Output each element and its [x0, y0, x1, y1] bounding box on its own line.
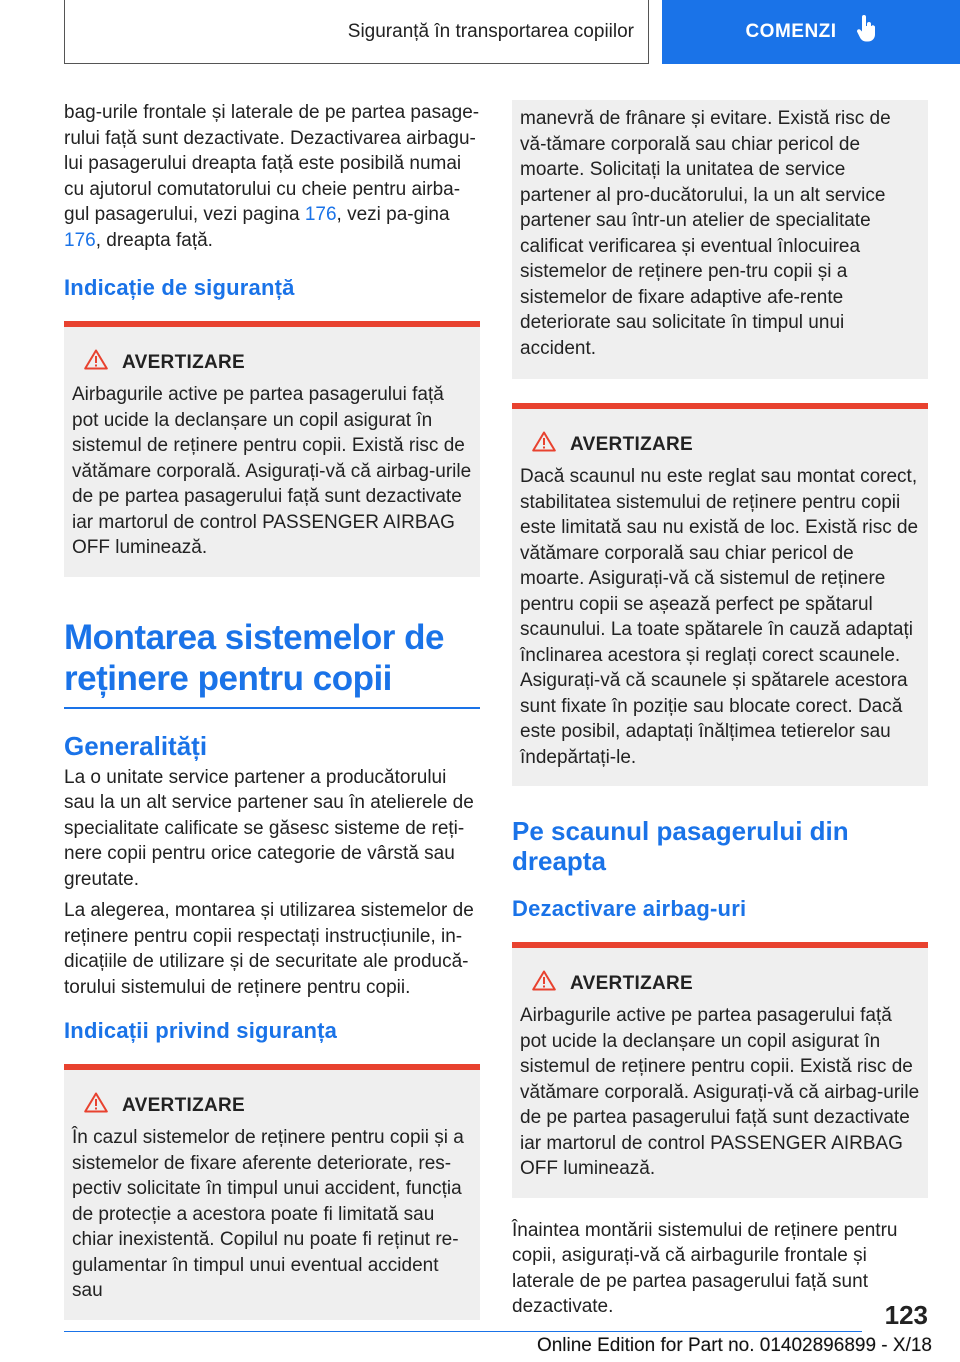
warning-text: Dacă scaunul nu este reglat sau montat corect, stabilitatea sistemului de reținere pentru copii este limitată sau nu există de loc. Există risc de vătămare corporală sau chiar pericol de moarte. Asigurați-vă că sistemul de reținere pentru copii se așează perfect pe spătarul scaunului. La toate spătarele în cauză adaptați înclinarea acestora și reglați corect scaunele. Asigurați-vă că scaunele și spătarele acestora sunt fixate în poziție sau blocate corect. Dacă este posibil, adaptați înălțimea tetierelor sau îndepărtați-le.: [520, 466, 919, 768]
warning-triangle-icon: [84, 1092, 108, 1119]
warning-text: manevră de frânare și evitare. Există risc de vă-tămare corporală sau chiar pericol de moarte. Solicitați la unitatea de service partener al pro-ducătorului, la un alt service partener sau într-un atelier de specialitate calificat verificarea și eventual înlocuirea sistemelor de reținere pen-tru copii și a sistemelor de fixare adaptive afe-rente deteriorate sau solicitate în timpul unui accident.: [520, 108, 891, 359]
footer-edition: Online Edition for Part no. 01402896899 - X/18: [536, 1335, 932, 1356]
section-title: Siguranță în transportarea copiilor: [347, 20, 634, 42]
warning-title: AVERTIZARE: [570, 433, 693, 455]
warning-box: [64, 1064, 480, 1320]
warning-triangle-icon: [532, 431, 556, 458]
section-header: [64, 0, 649, 64]
warning-box: [512, 942, 928, 1198]
page-link[interactable]: 176: [304, 204, 337, 225]
intro-paragraph: bag-urile frontale și laterale de pe partea pasage-rului față sunt dezactivate. Dezactivarea airbagu-lui pasagerului dreapta față este posibilă numai cu ajutorul comutatorului cu cheie pentru airba-gul pasagerului, vezi pagina 176, vezi pa-gina 176, dreapta față.: [64, 102, 480, 251]
paragraph: La alegerea, montarea și utilizarea sistemelor de reținere pentru copii respectați instrucțiunile, in-dicațiile de utilizare și de securitate ale producă-torului sistemului de reținere pentru copii.: [64, 900, 474, 998]
paragraph: Înaintea montării sistemului de reținere pentru copii, asigurați-vă că airbagurile frontale și laterale de pe partea pasagerului față sunt dezactivate.: [512, 1219, 898, 1317]
warning-triangle-icon: [84, 349, 108, 376]
warning-text: În cazul sistemelor de reținere pentru copii și a sistemelor de fixare aferente deteriorate, res-pectiv solicitate în timpul unui accident, funcția de protecție a acestora poate fi limitată sau chiar inexistentă. Copilul nu poate fi reținut re-gulamentar în timpul unui eventual accident sau: [72, 1127, 464, 1301]
warning-box: [64, 321, 480, 577]
footer-divider: [64, 1331, 862, 1332]
left-column: [64, 100, 480, 1320]
warning-title: AVERTIZARE: [570, 972, 693, 994]
warning-text: Airbagurile active pe partea pasagerului față pot ucide la declanșare un copil asigurat în sistemul de reținere pentru copii. Există risc de vătămare corporală. Asigurați-vă că airbag-urile de pe partea pasagerului față sunt dezactivate iar martorul de control PASSENGER AIRBAG OFF luminează.: [520, 1005, 920, 1179]
heading-generalitati: Generalități: [64, 730, 208, 761]
warning-box: [512, 403, 928, 786]
warning-triangle-icon: [532, 970, 556, 997]
paragraph: La o unitate service partener a producătorului sau la un alt service partener sau în atelierele de specialitate calificate se găsesc sisteme de reți-nere copii pentru orice categorie de vârstă sau greutate.: [64, 766, 474, 890]
warning-box-continued: [512, 100, 928, 379]
comenzi-button[interactable]: [662, 0, 960, 64]
heading-montarea: Montarea sistemelor de reținere pentru copii: [64, 617, 480, 709]
heading-dezactivare: Dezactivare airbag-uri: [512, 896, 747, 921]
heading-pe-scaunul: Pe scaunul pasagerului din dreapta: [512, 816, 849, 876]
heading-indicatii: Indicații privind siguranța: [64, 1018, 338, 1043]
right-column: [512, 100, 928, 1326]
warning-title: AVERTIZARE: [122, 351, 245, 373]
hand-pointer-icon: [855, 15, 877, 49]
heading-indicatie: Indicație de siguranță: [64, 275, 295, 300]
warning-title: AVERTIZARE: [122, 1094, 245, 1116]
comenzi-label: COMENZI: [745, 21, 837, 42]
warning-text: Airbagurile active pe partea pasagerului față pot ucide la declanșare un copil asigurat în sistemul de reținere pentru copii. Există risc de vătămare corporală. Asigurați-vă că airbag-urile de pe partea pasagerului față sunt dezactivate iar martorul de control PASSENGER AIRBAG OFF luminează.: [72, 384, 472, 558]
page-link[interactable]: 176: [64, 229, 96, 251]
page-number: 123: [884, 1300, 928, 1330]
